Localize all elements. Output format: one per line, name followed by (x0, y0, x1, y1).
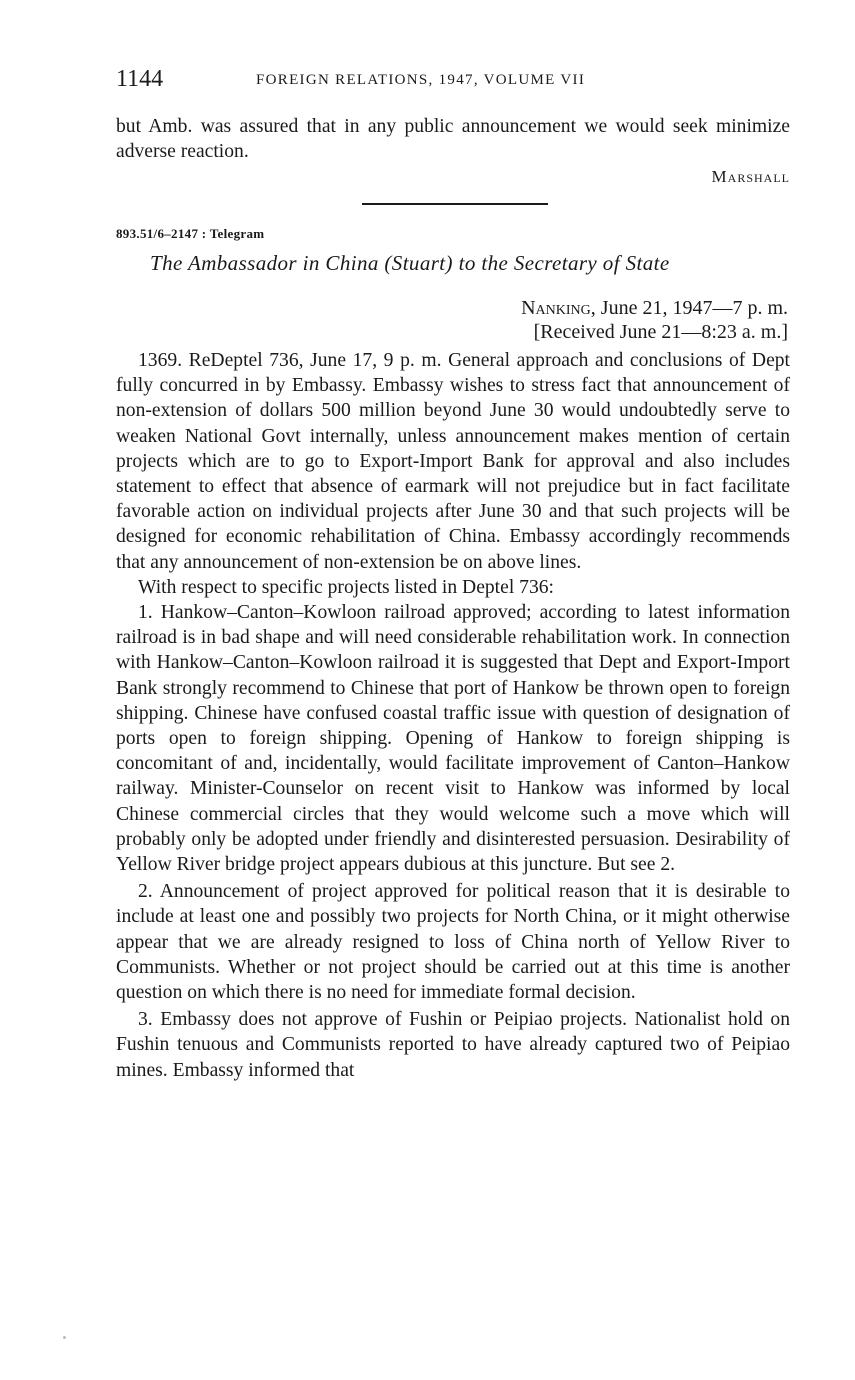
document-reference: 893.51/6–2147 : Telegram (116, 226, 265, 241)
paragraph-item-3: 3. Embassy does not approve of Fushin or Peipiao projects. Nationalist hold on Fushin tenuous and Communists reported to have already captured two of Peipiao mines. Embassy informed that (116, 1009, 790, 1081)
paragraph-1369: 1369. ReDeptel 736, June 17, 9 p. m. General approach and conclusions of Dept fully concurred in by Embassy. Embassy wishes to stress fact that announcement of non-extension of dollars 500 million beyond June 30 would undoubtedly serve to weaken National Govt internally, unless announcement makes mention of certain projects which are to go to Export-Import Bank for approval and also includes statement to effect that absence of earmark will not prejudice but in fact facilitate favorable action on individual projects after June 30 and that such projects will be designed for economic rehabilitation of China. Embassy accordingly recommends that any announcement of non-extension be on above lines. (116, 350, 790, 573)
running-head: FOREIGN RELATIONS, 1947, VOLUME VII (256, 72, 586, 88)
closing-text: but Amb. was assured that in any public announcement we would seek minimize adverse reaction. (116, 116, 790, 163)
document-title: The Ambassador in China (Stuart) to the Secretary of State (150, 251, 670, 275)
closing-paragraph (116, 114, 790, 164)
dateline-place: Nanking (521, 297, 591, 319)
paragraph-projects-intro: With respect to specific projects listed in Deptel 736: (138, 576, 555, 598)
section-divider (362, 203, 548, 205)
signature: Marshall (711, 167, 790, 186)
page-number: 1144 (116, 66, 164, 92)
paragraph-item-1: 1. Hankow–Canton–Kowloon railroad approved; according to latest information railroad is in bad shape and will need considerable rehabilitation work. In connection with Hankow–Canton–Kowloon railroad it is suggested that Dept and Export-Import Bank strongly recommend to Chinese that port of Hankow be thrown open to foreign shipping. Chinese have confused coastal traffic issue with question of designation of ports open to foreign shipping. Opening of Hankow to foreign shipping is concomitant of and, incidentally, would facilitate improvement of Canton–Hankow railway. Minister-Counselor on recent visit to Hankow was informed by local Chinese commercial circles that they would welcome such a move which will probably only be adopted under friendly and disinterested persuasion. Desirability of Yellow River bridge project appears dubious at this juncture. But see 2. (116, 602, 790, 876)
dateline-date: , June 21, 1947—7 p. m. (590, 297, 788, 319)
received-line: [Received June 21—8:23 a. m.] (533, 321, 788, 343)
scan-speck (63, 1336, 66, 1339)
paragraph-item-2: 2. Announcement of project approved for political reason that it is desirable to include at least one and possibly two projects for North China, or it might otherwise appear that we are already resigned to loss of China north of Yellow River to Communists. Whether or not project should be carried out at this time is another question on which there is no need for immediate formal decision. (116, 881, 790, 1004)
dateline (521, 297, 788, 320)
telegram-body (116, 348, 790, 1083)
page-header (116, 66, 790, 98)
